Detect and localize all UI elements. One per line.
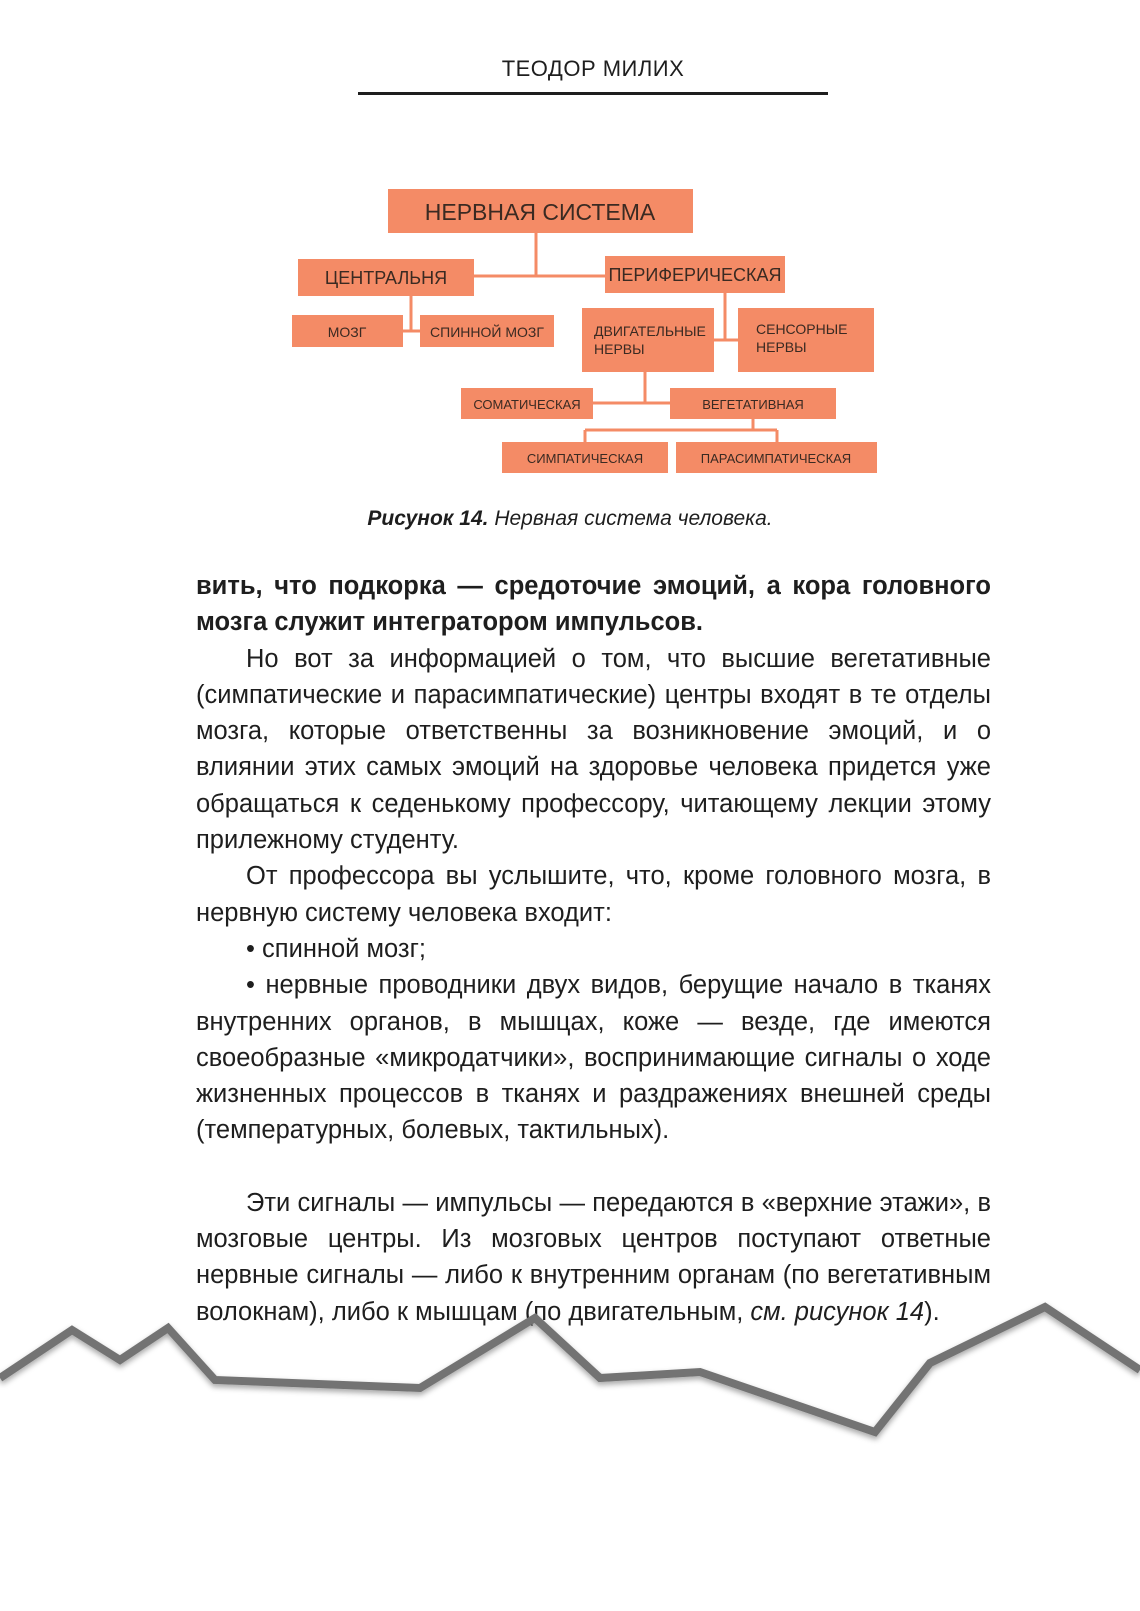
running-header: ТЕОДОР МИЛИХ: [501, 56, 685, 81]
motor-nerves-line2: НЕРВЫ: [594, 341, 645, 357]
node-central-label: ЦЕНТРАЛЬНЯ: [324, 268, 448, 288]
node-parasympathetic-label: ПАРАСИМПАТИЧЕСКАЯ: [700, 451, 852, 466]
node-spinal-cord-label: СПИННОЙ МОЗГ: [430, 324, 544, 340]
node-motor-nerves: [582, 308, 714, 372]
mountain-decoration: [0, 1297, 1140, 1450]
node-peripheral-label: ПЕРИФЕРИЧЕСКАЯ: [608, 265, 782, 285]
node-sympathetic-label: СИМПАТИЧЕСКАЯ: [526, 451, 644, 466]
paragraph-text: Эти сигналы — импульсы — передаются в «верхние этажи», в мозговые центры. Из мозговых центров поступают ответные нервные сигналы — либо к внутренним органам (по вегетативным волокнам), либо к мышцам (по двигательным,: [196, 1188, 991, 1326]
sensory-nerves-line2: НЕРВЫ: [756, 339, 807, 355]
body-text: [196, 568, 991, 1330]
nervous-system-diagram: [0, 0, 1140, 500]
node-brain-label: МОЗГ: [327, 324, 367, 340]
node-vegetative-label: ВЕГЕТАТИВНАЯ: [702, 397, 804, 412]
caption-text: Нервная система человека.: [488, 507, 773, 530]
caption-label: Рисунок 14.: [367, 507, 489, 530]
sensory-nerves-line1: СЕНСОРНЫЕ: [756, 321, 848, 337]
figure-reference: см. рисунок 14: [750, 1297, 925, 1326]
figure-caption: [0, 507, 1140, 531]
mountain-line: [0, 1307, 1140, 1432]
list-item: • нервные проводники двух видов, берущие начало в тканях внутренних органов, в мышцах, коже — везде, где имеются своеобразные «микродатчики», воспринимающие сигналы о ходе жизненных процессов в тканях и раздражениях внешней среды (температурных, болевых, тактильных).: [196, 971, 991, 1145]
paragraph: От профессора вы услышите, что, кроме головного мозга, в нервную систему человека входит:: [196, 862, 991, 927]
paragraph: Но вот за информацией о том, что высшие вегетативные (симпатические и парасимпатические) центры входят в те отделы мозга, которые ответственны за возникновение эмоций, и о влиянии этих самых эмоций на здоровье человека придется уже обращаться к седенькому профессору, читающему лекции этому прилежному студенту.: [196, 644, 991, 855]
paragraph-end: ).: [924, 1297, 940, 1326]
node-somatic-label: СОМАТИЧЕСКАЯ: [473, 397, 581, 412]
list-item: • спинной мозг;: [246, 934, 426, 963]
node-nervous-system-label: НЕРВНАЯ СИСТЕМА: [424, 199, 656, 225]
paragraph-continuation: вить, что подкорка — средоточие эмоций, а кора головного мозга служит интегратором импульсов.: [196, 572, 991, 637]
motor-nerves-line1: ДВИГАТЕЛЬНЫЕ: [594, 323, 706, 339]
